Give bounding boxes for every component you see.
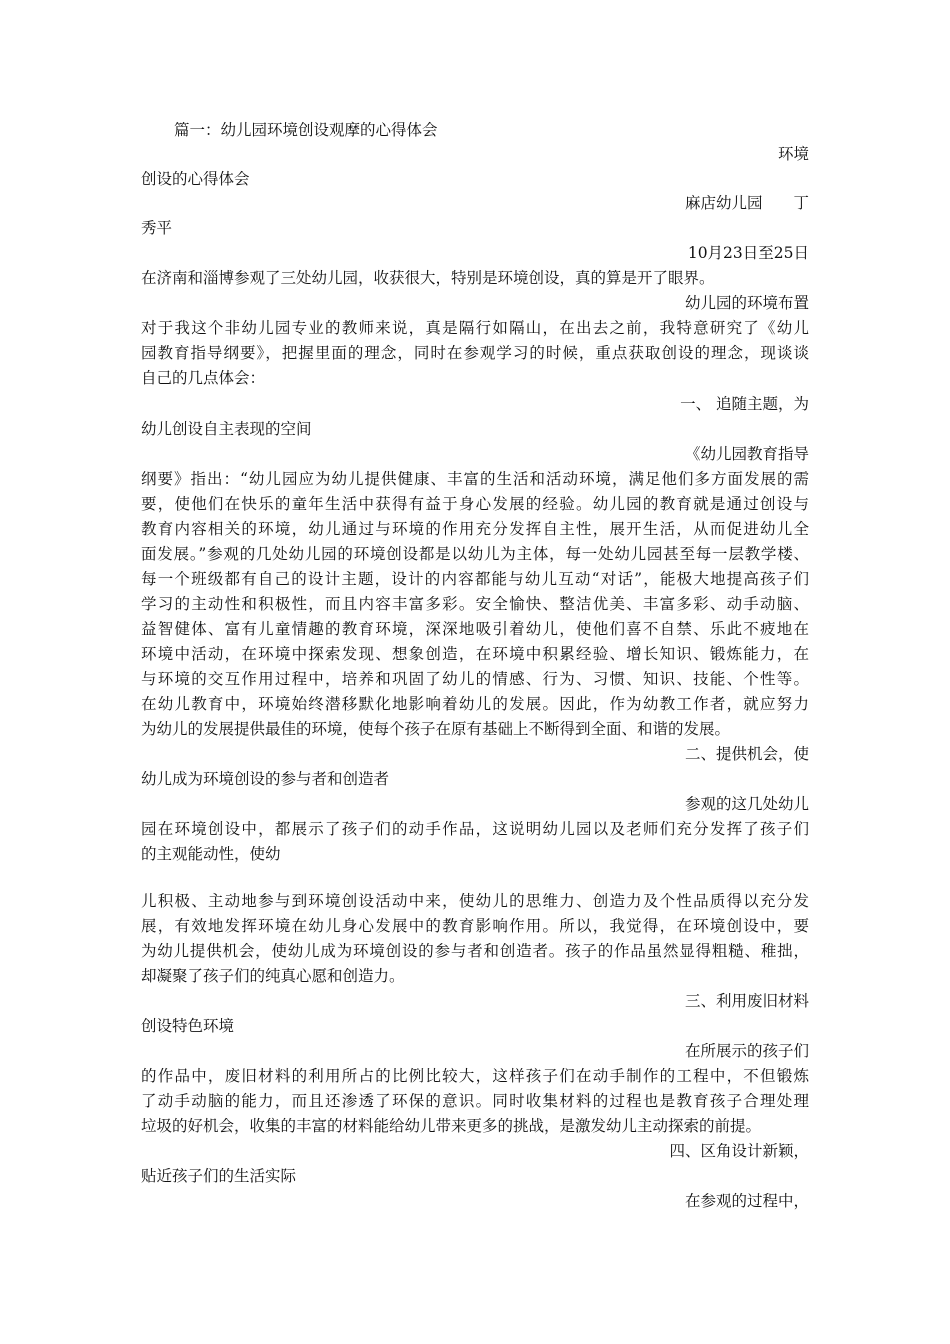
author-line: 麻店幼儿园 丁 bbox=[684, 194, 809, 212]
paragraph-line: 在参观的过程中， bbox=[684, 1192, 809, 1210]
document-title: 篇一：幼儿园环境创设观摩的心得体会 bbox=[174, 121, 438, 139]
paragraph-line: 学习的主动性和积极性，而且内容丰富多彩。安全愉快、整洁优美、丰富多彩、动手动脑、 bbox=[141, 595, 809, 613]
paragraph-line: 园教育指导纲要》，把握里面的理念，同时在参观学习的时候，重点获取创设的理念，现谈谈 bbox=[141, 344, 809, 362]
paragraph-line: 参观的这几处幼儿 bbox=[684, 795, 809, 813]
heading-line: 创设的心得体会 bbox=[141, 170, 250, 188]
paragraph-line: 儿积极、主动地参与到环境创设活动中来，使幼儿的思维力、创造力及个性品质得以充分发 bbox=[141, 892, 809, 910]
author-line: 秀平 bbox=[141, 219, 173, 237]
paragraph-line: 面发展。”参观的几处幼儿园的环境创设都是以幼儿为主体，每一处幼儿园甚至每一层教学楼、 bbox=[141, 545, 809, 563]
section-heading: 贴近孩子们的生活实际 bbox=[141, 1167, 297, 1185]
paragraph-line: 垃圾的好机会，收集的丰富的材料能给幼儿带来更多的挑战，是激发幼儿主动探索的前提。 bbox=[141, 1117, 762, 1135]
section-heading: 创设特色环境 bbox=[141, 1017, 235, 1035]
paragraph-line: 为幼儿的发展提供最佳的环境，使每个孩子在原有基础上不断得到全面、和谐的发展。 bbox=[141, 720, 731, 738]
paragraph-line: 在幼儿教育中，环境始终潜移默化地影响着幼儿的发展。因此，作为幼教工作者，就应努力 bbox=[141, 695, 809, 713]
paragraph-line: 幼儿园的环境布置 bbox=[684, 294, 809, 312]
paragraph-line: 为幼儿提供机会，使幼儿成为环境创设的参与者和创造者。孩子的作品虽然显得粗糙、稚拙， bbox=[141, 942, 809, 960]
paragraph-line: 展，有效地发挥环境在幼儿身心发展中的教育影响作用。所以，我觉得，在环境创设中，要 bbox=[141, 917, 809, 935]
section-heading: 四、区角设计新颖， bbox=[669, 1142, 809, 1160]
paragraph-line: 环境中活动，在环境中探索发现、想象创造，在环境中积累经验、增长知识、锻炼能力，在 bbox=[141, 645, 809, 663]
paragraph-line: 在济南和淄博参观了三处幼儿园，收获很大，特别是环境创设，真的算是开了眼界。 bbox=[141, 269, 715, 287]
paragraph-line: 益智健体、富有儿童情趣的教育环境，深深地吸引着幼儿，使他们喜不自禁、乐此不疲地在 bbox=[141, 620, 809, 638]
section-heading: 幼儿创设自主表现的空间 bbox=[141, 420, 312, 438]
paragraph-line: 《幼儿园教育指导 bbox=[684, 445, 809, 463]
heading-line: 环境 bbox=[777, 145, 809, 163]
paragraph-line: 与环境的交互作用过程中，培养和巩固了幼儿的情感、行为、习惯、知识、技能、个性等。 bbox=[141, 670, 809, 688]
paragraph-line: 对于我这个非幼儿园专业的教师来说，真是隔行如隔山，在出去之前，我特意研究了《幼儿 bbox=[141, 319, 809, 337]
paragraph-line: 园在环境创设中，都展示了孩子们的动手作品，这说明幼儿园以及老师们充分发挥了孩子们 bbox=[141, 820, 809, 838]
paragraph-line: 教育内容相关的环境，幼儿通过与环境的作用充分发挥自主性，展开生活，从而促进幼儿全 bbox=[141, 520, 809, 538]
section-heading: 三、利用废旧材料 bbox=[684, 992, 809, 1010]
paragraph-line: 自己的几点体会： bbox=[141, 369, 266, 387]
paragraph-line: 在所展示的孩子们 bbox=[684, 1042, 809, 1060]
section-heading: 幼儿成为环境创设的参与者和创造者 bbox=[141, 770, 390, 788]
paragraph-line: 的主观能动性，使幼 bbox=[141, 845, 281, 863]
paragraph-line: 了动手动脑的能力，而且还渗透了环保的意识。同时收集材料的过程也是教育孩子合理处理 bbox=[141, 1092, 809, 1110]
paragraph-line: 的作品中，废旧材料的利用所占的比例比较大，这样孩子们在动手制作的工程中，不但锻炼 bbox=[141, 1067, 809, 1085]
section-heading: 一、 追随主题，为 bbox=[680, 395, 809, 413]
paragraph-line: 10月23日至25日 bbox=[687, 244, 809, 262]
section-heading: 二、提供机会，使 bbox=[684, 745, 809, 763]
paragraph-line: 纲要》指出：“幼儿园应为幼儿提供健康、丰富的生活和活动环境，满足他们多方面发展的需 bbox=[141, 470, 809, 488]
paragraph-line: 却凝聚了孩子们的纯真心愿和创造力。 bbox=[141, 967, 405, 985]
paragraph-line: 要，使他们在快乐的童年生活中获得有益于身心发展的经验。幼儿园的教育就是通过创设与 bbox=[141, 495, 809, 513]
paragraph-line: 每一个班级都有自己的设计主题，设计的内容都能与幼儿互动“对话”，能极大地提高孩子们 bbox=[141, 570, 809, 588]
